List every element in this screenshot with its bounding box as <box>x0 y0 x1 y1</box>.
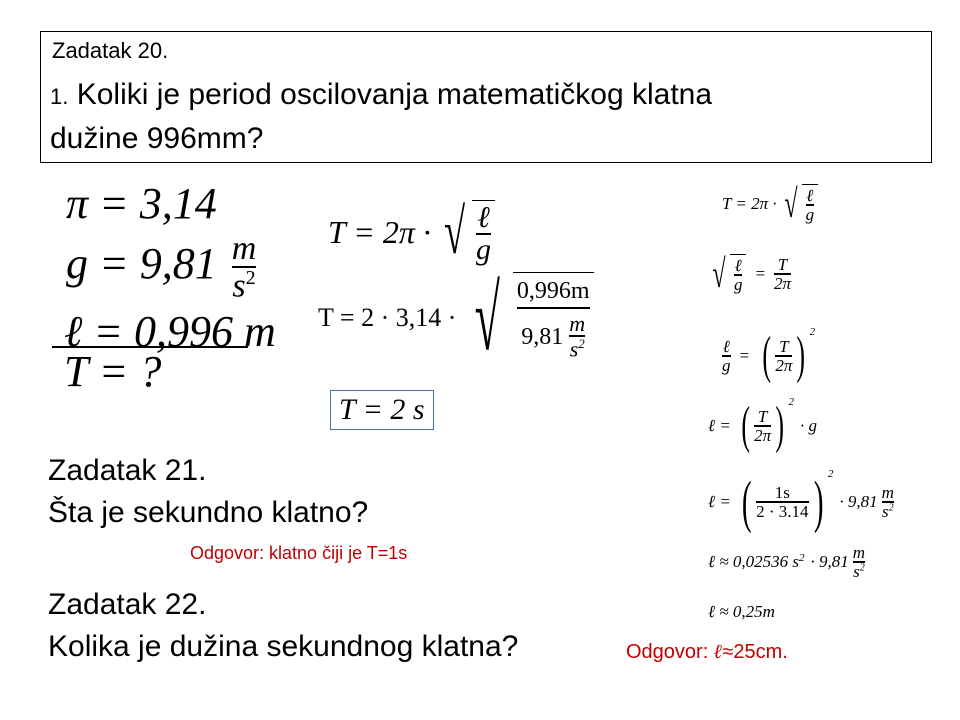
sqrt-icon: √ <box>712 251 726 296</box>
d6-unit-den: s <box>853 562 860 581</box>
d4-exp: 2 <box>788 396 794 408</box>
d5-rden: 2 · 3.14 <box>756 501 809 521</box>
d2-num: ℓ <box>734 256 742 275</box>
left-paren-icon: ( <box>741 469 752 534</box>
formula-period <box>328 196 495 267</box>
d2-den: g <box>733 275 743 294</box>
derivation-step-1 <box>722 181 818 226</box>
left-paren-icon: ( <box>762 327 771 384</box>
d4-tail: · g <box>800 415 817 435</box>
d1-den: g <box>805 205 815 224</box>
task-20-question-line-2: dužine 996mm? <box>50 122 264 155</box>
d5-lhs: ℓ = <box>708 491 731 511</box>
subst-fraction <box>513 272 594 364</box>
task-22-answer-value: ≈25cm. <box>722 641 788 663</box>
given-g-unit-den: s <box>232 267 246 305</box>
d2-sqrt <box>708 251 746 296</box>
fraction-bar <box>517 307 590 309</box>
task-22-answer-label: Odgovor: <box>626 641 714 663</box>
d3-rhs <box>775 338 792 374</box>
d6-unit-exp: 2 <box>859 562 865 574</box>
d5-tail: · 9,81 <box>839 491 878 511</box>
task-21-question: Šta je sekundno klatno? <box>48 496 369 529</box>
question-number: 1. <box>50 84 69 109</box>
subst-den-unit-num: m <box>569 311 586 336</box>
sqrt-icon: √ <box>443 196 465 267</box>
derivation-step-7: ℓ ≈ 0,25m <box>708 602 775 621</box>
right-paren-icon: ) <box>775 397 785 454</box>
d2-equals: = <box>754 264 766 283</box>
subst-den-unit <box>569 313 585 360</box>
subst-lhs: T = 2 · 3,14 · <box>318 303 457 332</box>
d6-unit-den-wrap <box>853 563 865 580</box>
given-g-unit <box>232 232 257 303</box>
d3-num: ℓ <box>722 336 730 356</box>
d3-den: g <box>722 355 731 375</box>
d5-unit-den: s <box>881 501 889 521</box>
formula-fraction <box>472 200 495 265</box>
result-period: T = 2 s <box>330 390 434 430</box>
d2-fraction <box>730 254 747 294</box>
given-pi: π = 3,14 <box>66 179 217 228</box>
d6-tail: · 9,81 <box>810 552 849 571</box>
derivation-step-4 <box>708 396 817 455</box>
left-paren-icon: ( <box>741 397 750 454</box>
subst-den <box>521 313 585 360</box>
subst-den-unit-den-wrap <box>570 337 585 360</box>
d3-equals: = <box>738 345 750 365</box>
formula-lhs: T = 2π · <box>328 214 431 250</box>
d4-rden: 2π <box>754 425 772 445</box>
derivation-step-3 <box>722 326 815 385</box>
task-20-title: Zadatak 20. <box>52 38 169 63</box>
sqrt-icon: √ <box>475 267 501 369</box>
d2-rnum: T <box>777 255 788 274</box>
length-symbol: ℓ <box>713 641 723 663</box>
d1-lhs: T = 2π · <box>722 194 777 213</box>
subst-den-value: 9,81 <box>521 323 564 350</box>
d5-unit-exp: 2 <box>888 501 894 513</box>
formula-substitution <box>318 267 594 369</box>
d6-unit-num: m <box>852 543 866 562</box>
d5-exp: 2 <box>827 468 834 480</box>
d6-lhs: ℓ ≈ 0,02536 s <box>708 552 800 571</box>
given-g-unit-num: m <box>231 230 257 267</box>
d4-rnum: T <box>757 406 768 426</box>
sqrt-icon: √ <box>784 181 798 226</box>
given-g-value: g = 9,81 <box>66 238 217 288</box>
task-22-answer <box>626 641 788 664</box>
derivation-step-2 <box>708 251 791 296</box>
subst-den-unit-exp: 2 <box>578 336 585 351</box>
given-length: ℓ = 0,996 m <box>64 307 276 356</box>
d5-unit <box>882 484 894 520</box>
derivation-step-6 <box>708 544 865 580</box>
formula-num: ℓ <box>477 201 490 234</box>
d5-rnum: 1s <box>774 482 790 502</box>
task-21-title: Zadatak 21. <box>48 454 207 487</box>
d5-unit-num: m <box>881 482 894 502</box>
d2-rden: 2π <box>773 274 791 293</box>
task-20-question-line-1 <box>50 78 712 112</box>
question-text-1: Koliki je period oscilovanja matematičkog klatna <box>76 78 713 111</box>
d3-rnum: T <box>779 336 789 356</box>
d4-rhs <box>754 408 771 444</box>
task-22-title: Zadatak 22. <box>48 588 207 621</box>
given-g <box>66 232 256 303</box>
d3-rden: 2π <box>775 355 793 375</box>
d3-lhs <box>722 338 731 374</box>
task-21-answer: Odgovor: klatno čiji je T=1s <box>190 543 408 563</box>
d2-rhs <box>774 256 791 292</box>
d1-sqrt <box>780 181 818 226</box>
d3-exp: 2 <box>809 326 816 338</box>
right-paren-icon: ) <box>813 469 824 534</box>
d6-unit <box>853 544 865 580</box>
d1-num: ℓ <box>806 186 814 205</box>
subst-num: 0,996m <box>516 278 590 304</box>
given-T-unknown: T = ? <box>64 347 162 396</box>
subst-den-unit-den: s <box>569 336 579 362</box>
derivation-step-5 <box>708 468 894 535</box>
d6-exp: 2 <box>799 552 805 564</box>
d5-unit-den-wrap <box>882 503 894 520</box>
task-22-question: Kolika je dužina sekundnog klatna? <box>48 630 519 663</box>
given-g-unit-exp: 2 <box>245 267 256 289</box>
subst-sqrt <box>462 267 593 369</box>
d1-fraction <box>802 184 819 224</box>
d4-lhs: ℓ = <box>708 415 731 435</box>
formula-den: g <box>475 233 491 266</box>
right-paren-icon: ) <box>796 327 806 384</box>
given-g-unit-den-wrap <box>232 268 255 303</box>
formula-sqrt <box>437 196 495 267</box>
d5-rhs <box>756 484 808 520</box>
